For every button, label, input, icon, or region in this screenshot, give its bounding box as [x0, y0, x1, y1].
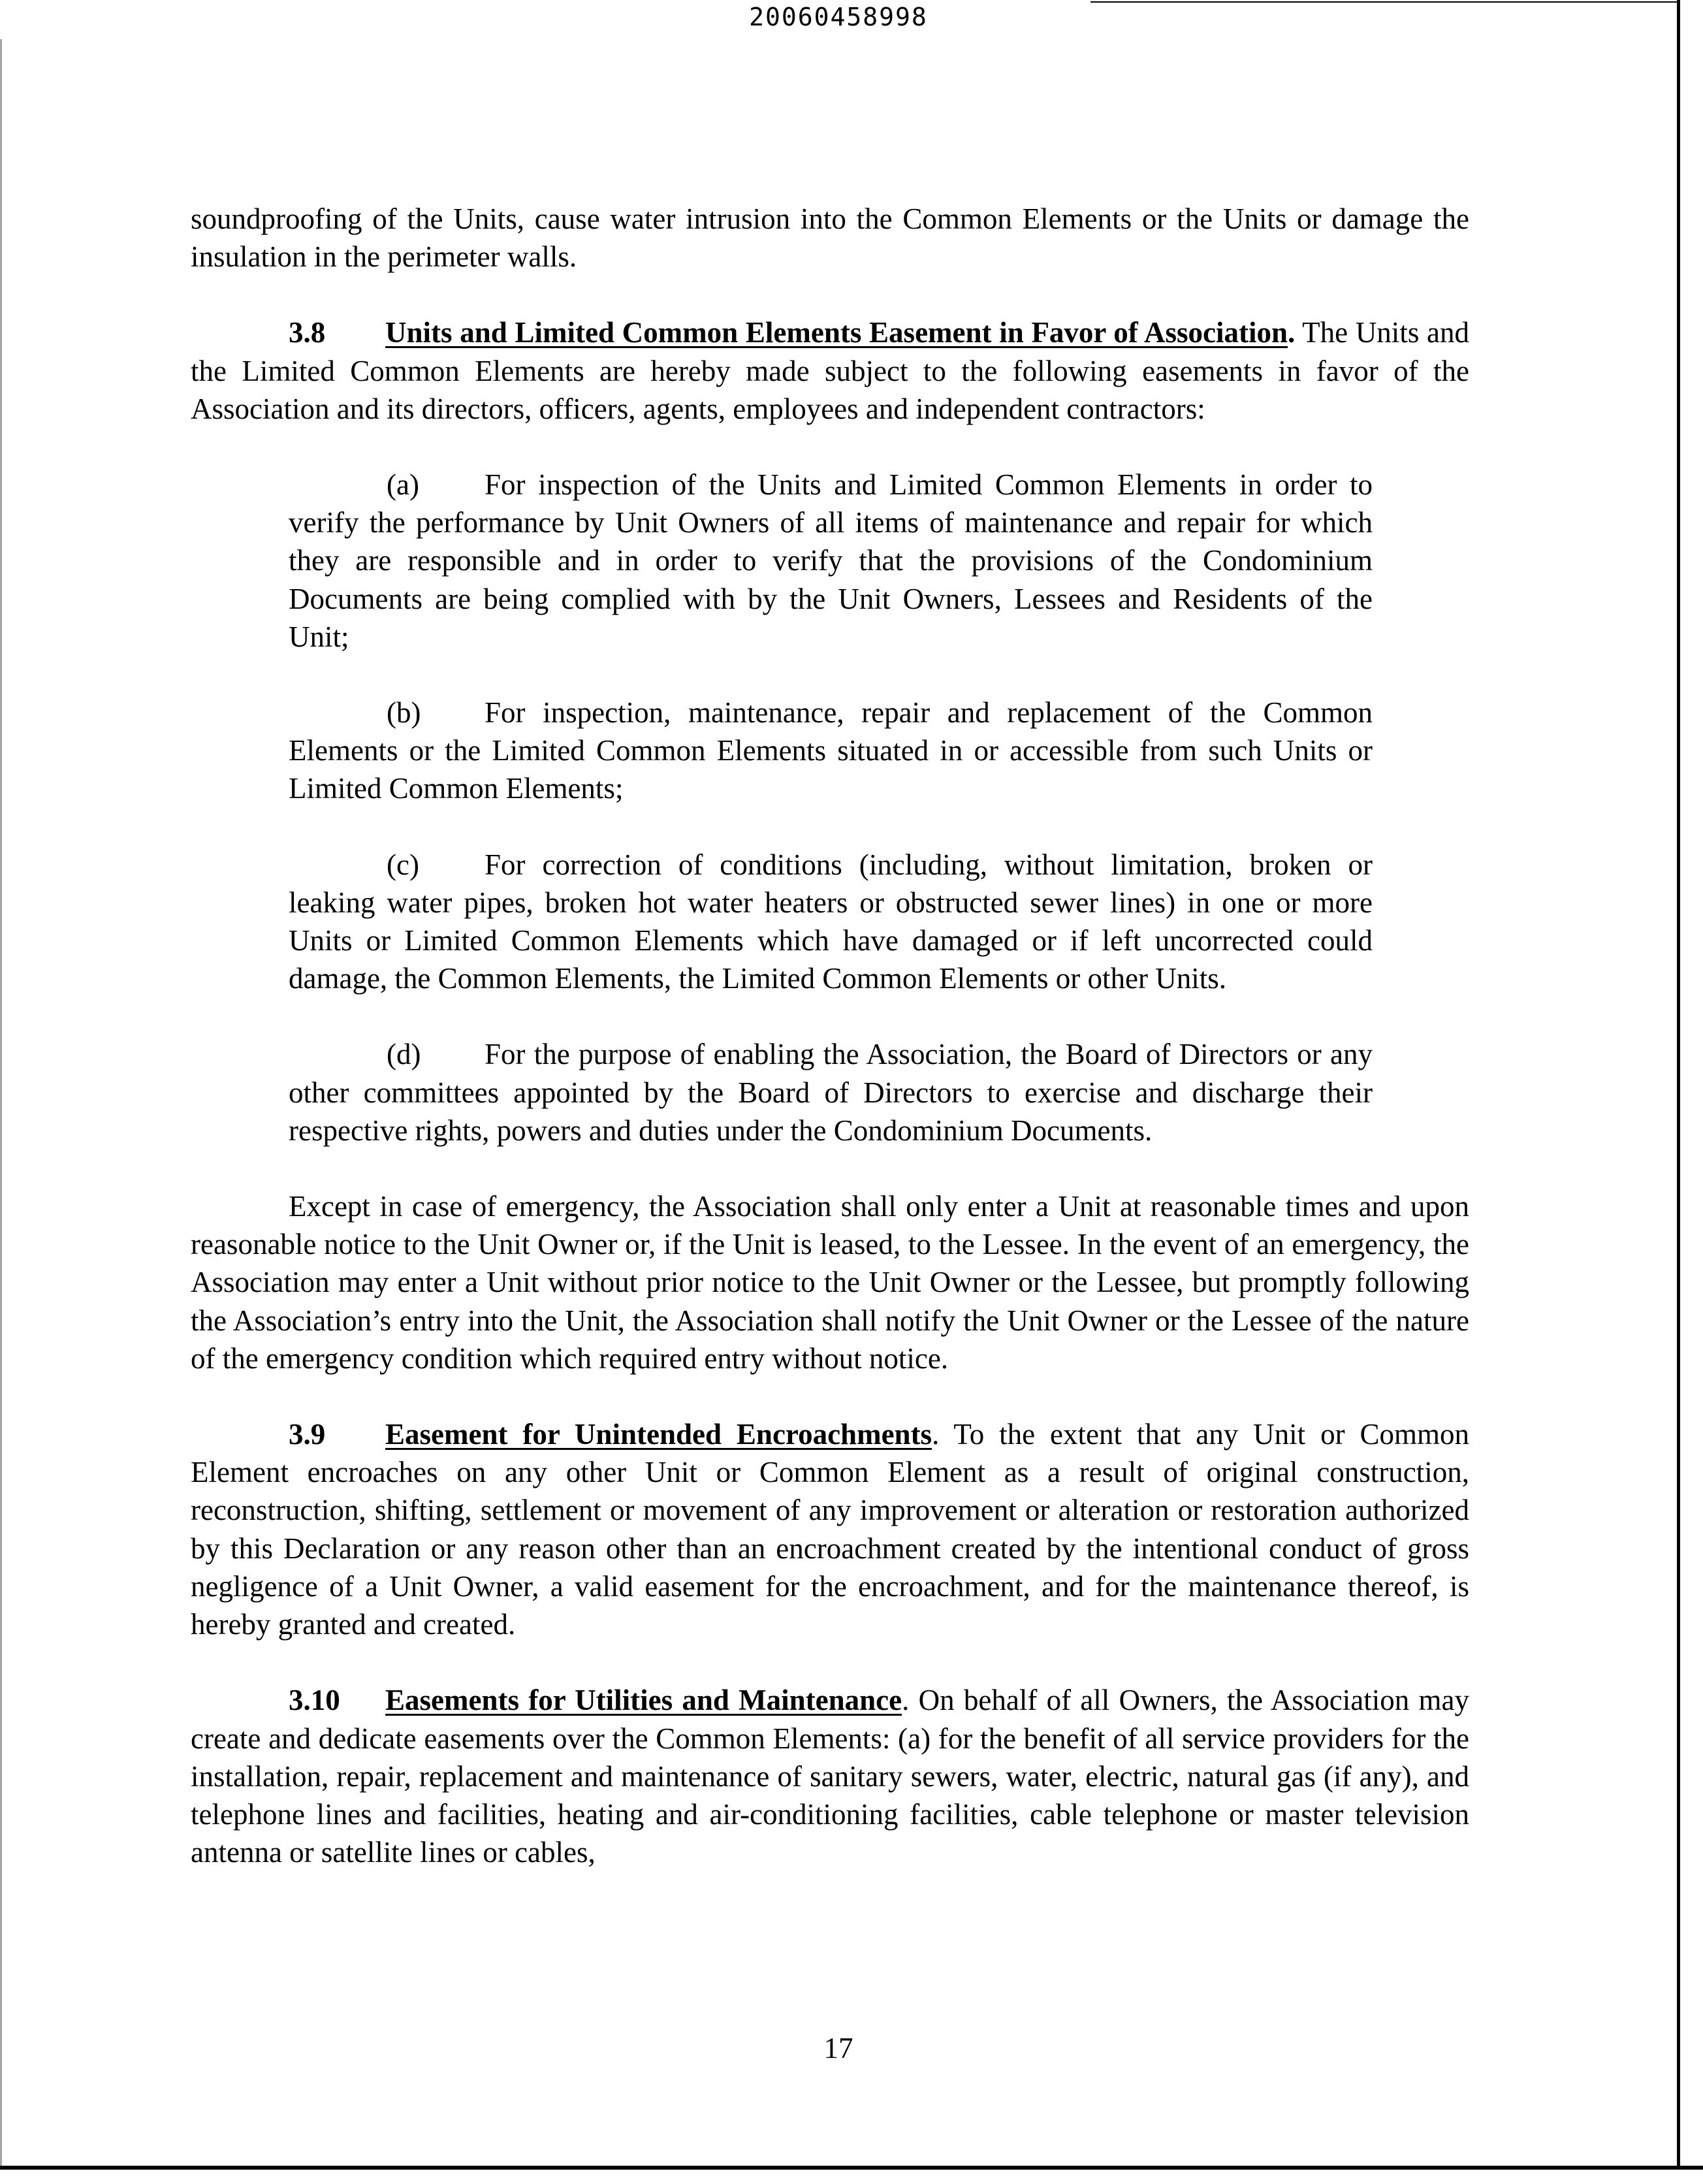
section-3-10: 3.10 Easements for Utilities and Maintenance. On behalf of all Owners, the Association may create and dedicate easements over the Common Elements: (a) for the benefit of all service providers for the installation, repair, replacement and maintenance of sanitary sewers, water, electric, natural gas (if any), and telephone lines and facilities, heating and air-conditioning facilities, cable telephone or master television antenna or satellite lines or cables,	[191, 1681, 1469, 1871]
item-text: For correction of conditions (including, without limitation, broken or leaking water pipes, broken hot water heaters or obstructed sewer lines) in one or more Units or Limited Common Elements which have damaged or if left uncorrected could damage, the Common Elements, the Limited Common Elements or other Units.	[289, 848, 1373, 995]
item-label: (c)	[387, 848, 419, 881]
document-number: 20060458998	[749, 3, 928, 31]
item-label: (a)	[387, 468, 419, 502]
list-item-b	[289, 694, 1373, 808]
section-number: 3.9	[289, 1418, 326, 1451]
section-title: Easements for Utilities and Maintenance	[385, 1684, 902, 1717]
list-item-a	[289, 466, 1373, 656]
list-item-d	[289, 1035, 1373, 1149]
item-text: For inspection, maintenance, repair and replacement of the Common Elements or the Limited Common Elements situated in or accessible from such Units or Limited Common Elements;	[289, 696, 1373, 805]
section-title: Easement for Unintended Encroachments	[385, 1418, 932, 1451]
document-body	[191, 200, 1469, 1871]
section-title: Units and Limited Common Elements Easement in Favor of Association	[385, 316, 1288, 349]
item-text: For inspection of the Units and Limited Common Elements in order to verify the performance by Unit Owners of all items of maintenance and repair for which they are responsible and in order to verify that the provisions of the Condominium Documents are being complied with by the Unit Owners, Lessees and Residents of the Unit;	[289, 468, 1373, 653]
item-label: (b)	[387, 696, 421, 730]
continuation-paragraph: soundproofing of the Units, cause water intrusion into the Common Elements or the Units or damage the insulation in the perimeter walls.	[191, 202, 1469, 274]
section-3-8-closing: Except in case of emergency, the Association shall only enter a Unit at reasonable times and upon reasonable notice to the Unit Owner or, if the Unit is leased, to the Lessee. In the event of an emergency, the Association may enter a Unit without prior notice to the Unit Owner or the Lessee, but promptly following the Association’s entry into the Unit, the Association shall notify the Unit Owner or the Lessee of the nature of the emergency condition which required entry without notice.	[191, 1190, 1469, 1375]
section-3-9: 3.9 Easement for Unintended Encroachments. To the extent that any Unit or Common Element encroaches on any other Unit or Common Element as a result of original construction, reconstruction, shifting, settlement or movement of any improvement or alteration or restoration authorized by this Declaration or any reason other than an encroachment created by the intentional conduct of gross negligence of a Unit Owner, a valid easement for the encroachment, and for the maintenance thereof, is hereby granted and created.	[191, 1415, 1469, 1643]
section-text: To the extent that any Unit or Common Element encroaches on any other Unit or Common Element as a result of original construction, reconstruction, shifting, settlement or movement of any improvement or alteration or restoration authorized by this Declaration or any reason other than an encroachment created by the intentional conduct of gross negligence of a Unit Owner, a valid easement for the encroachment, and for the maintenance thereof, is hereby granted and created.	[191, 1418, 1470, 1641]
section-number: 3.10	[289, 1684, 340, 1717]
item-text: For the purpose of enabling the Association, the Board of Directors or any other committees appointed by the Board of Directors to exercise and discharge their respective rights, powers and duties under the Condominium Documents.	[289, 1038, 1373, 1147]
section-number: 3.8	[289, 316, 326, 349]
item-label: (d)	[387, 1038, 421, 1071]
section-3-8: 3.8 Units and Limited Common Elements Easement in Favor of Association. The Units and the Limited Common Elements are hereby made subject to the following easements in favor of the Association and its directors, officers, agents, employees and independent contractors:	[191, 313, 1469, 428]
page-number: 17	[823, 2032, 853, 2064]
scan-edge-left	[0, 39, 2, 2168]
section-text: The Units and the Limited Common Elements are hereby made subject to the following easements in favor of the Association and its directors, officers, agents, employees and independent contractors:	[191, 316, 1470, 425]
list-item-c	[289, 846, 1373, 998]
page-border-right	[1677, 0, 1703, 2184]
page-border-bottom	[0, 2166, 1703, 2184]
section-text: On behalf of all Owners, the Association may create and dedicate easements over the Common Elements: (a) for the benefit of all service providers for the installation, repair, replacement and maintenance of sanitary sewers, water, electric, natural gas (if any), and telephone lines and facilities, heating and air-conditioning facilities, cable telephone or master television antenna or satellite lines or cables,	[191, 1684, 1469, 1869]
